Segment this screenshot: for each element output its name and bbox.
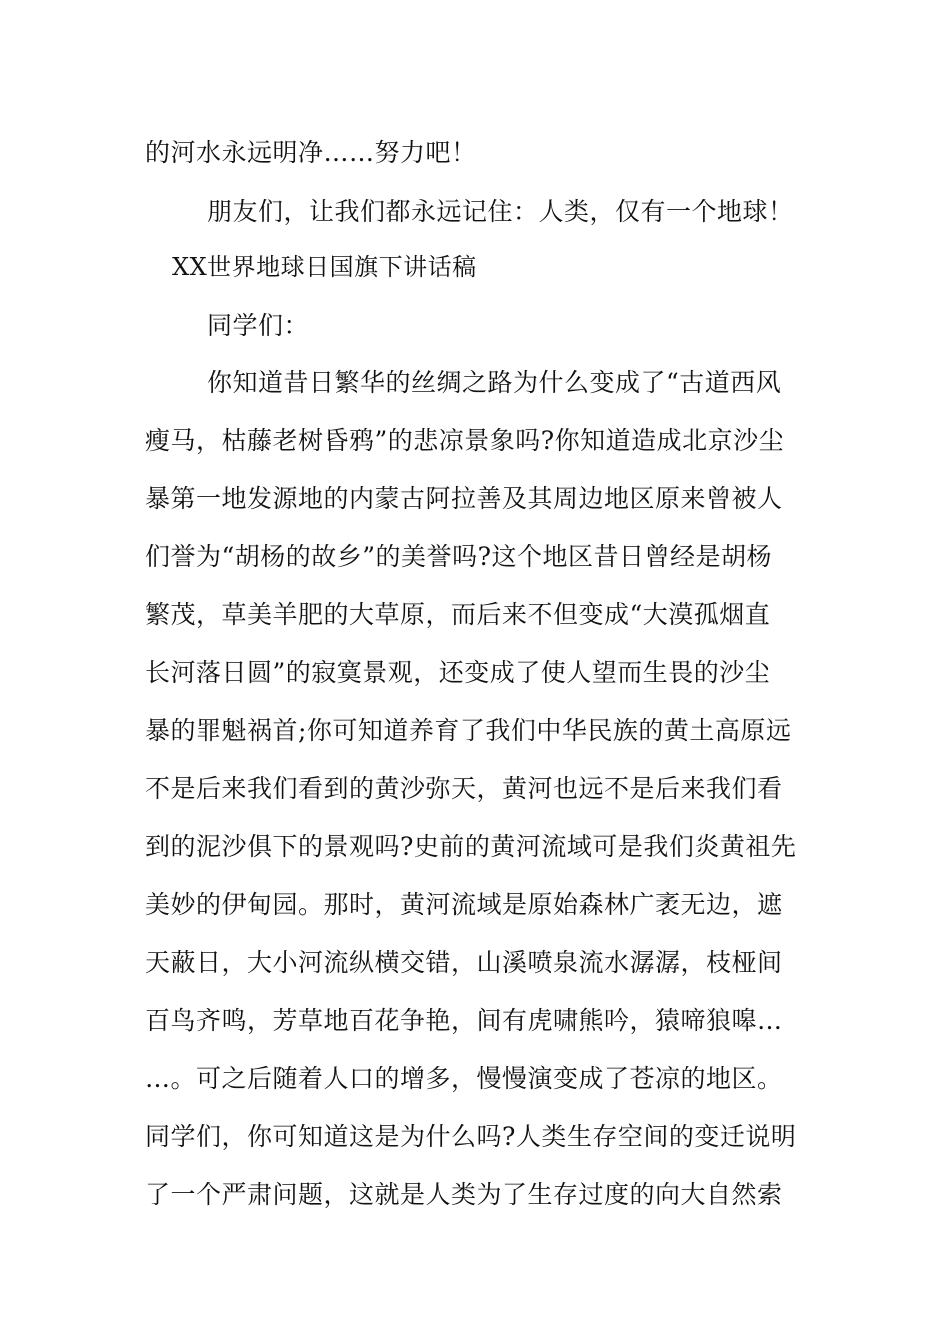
- section-title: XX世界地球日国旗下讲话稿: [172, 253, 477, 281]
- text-line: 朋友们，让我们都永远记住：人类，仅有一个地球！: [207, 197, 794, 226]
- text-line: 到的泥沙俱下的景观吗?史前的黄河流域可是我们炎黄祖先: [145, 832, 797, 861]
- text-line: 的河水永远明净……努力吧！: [145, 138, 477, 167]
- text-line: 了一个严肃问题，这就是人类为了生存过度的向大自然索: [145, 1180, 783, 1209]
- text-line: 不是后来我们看到的黄沙弥天，黄河也远不是后来我们看: [145, 774, 783, 803]
- text-line: 暴第一地发源地的内蒙古阿拉善及其周边地区原来曾被人: [145, 484, 783, 513]
- text-line: 天蔽日，大小河流纵横交错，山溪喷泉流水潺潺，枝桠间: [145, 948, 783, 977]
- text-line: 瘦马，枯藤老树昏鸦”的悲凉景象吗?你知道造成北京沙尘: [145, 426, 785, 455]
- text-line: 繁茂，草美羊肥的大草原，而后来不但变成“大漠孤烟直: [145, 600, 771, 629]
- text-line: 长河落日圆”的寂寞景观，还变成了使人望而生畏的沙尘: [145, 658, 771, 687]
- text-line: 暴的罪魁祸首;你可知道养育了我们中华民族的黄土高原远: [145, 716, 792, 745]
- text-line: 同学们，你可知道这是为什么吗?人类生存空间的变迁说明: [145, 1122, 797, 1151]
- text-line: 百鸟齐鸣，芳草地百花争艳，间有虎啸熊吟，猿啼狼嗥…: [145, 1006, 783, 1035]
- text-line: 你知道昔日繁华的丝绸之路为什么变成了“古道西风: [207, 368, 782, 397]
- salutation: 同学们：: [207, 311, 310, 340]
- text-line: …。可之后随着人口的增多，慢慢演变成了苍凉的地区。: [145, 1064, 783, 1093]
- text-line: 们誉为“胡杨的故乡”的美誉吗?这个地区昔日曾经是胡杨: [145, 542, 772, 571]
- text-line: 美妙的伊甸园。那时，黄河流域是原始森林广袤无边，遮: [145, 890, 783, 919]
